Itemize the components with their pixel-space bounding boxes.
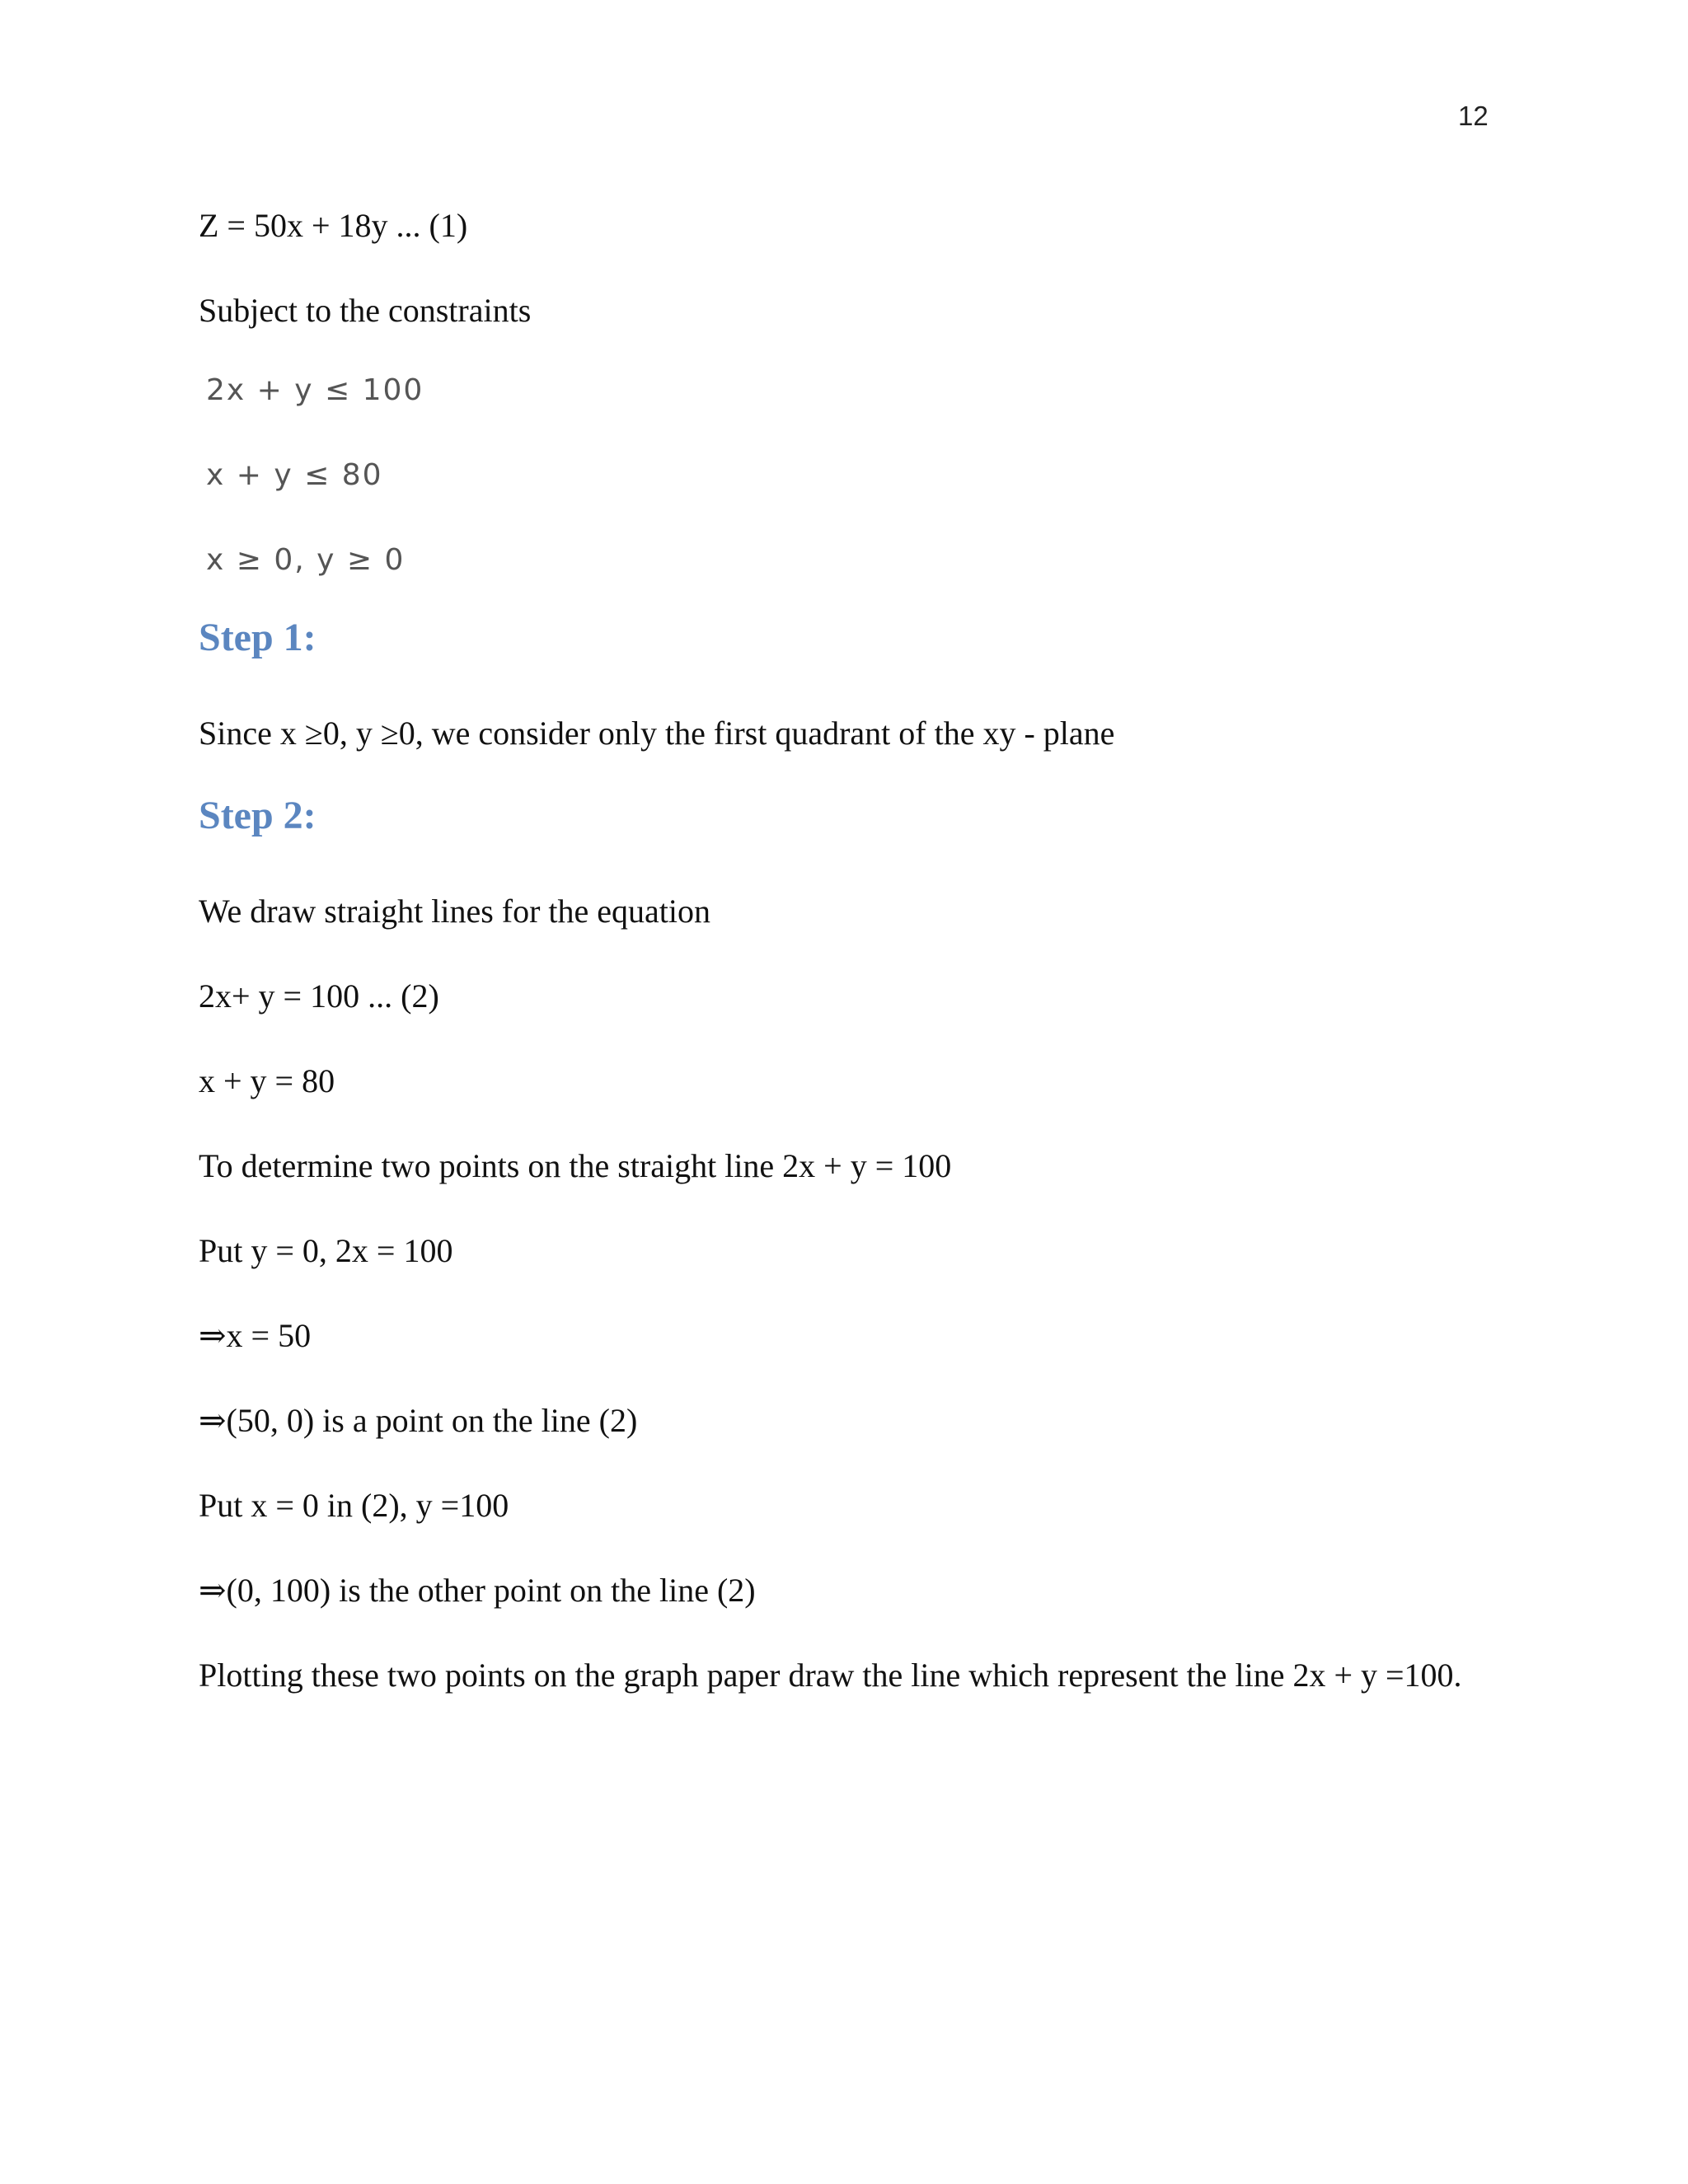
objective-function: Z = 50x + 18y ... (1) — [199, 207, 468, 244]
step-2-line-1: We draw straight lines for the equation — [199, 893, 711, 930]
equation-2: 2x+ y = 100 ... (2) — [199, 977, 439, 1015]
step-2-line-10: Plotting these two points on the graph paper draw the line which represent the line 2x + y =100. — [199, 1657, 1462, 1694]
subject-to-text: Subject to the constraints — [199, 292, 532, 329]
constraint-2: x + y ≤ 80 — [206, 458, 383, 492]
constraint-3: x ≥ 0, y ≥ 0 — [206, 543, 406, 577]
step-2-line-8: Put x = 0 in (2), y =100 — [199, 1487, 509, 1524]
constraint-1: 2x + y ≤ 100 — [206, 373, 424, 407]
equation-3: x + y = 80 — [199, 1062, 335, 1099]
step-1-heading: Step 1: — [199, 616, 316, 659]
step-2-line-6: ⇒x = 50 — [199, 1317, 312, 1354]
step-2-line-4: To determine two points on the straight line 2x + y = 100 — [199, 1147, 952, 1184]
step-1-text: Since x ≥0, y ≥0, we consider only the first quadrant of the xy - plane — [199, 715, 1115, 752]
step-2-line-7: ⇒(50, 0) is a point on the line (2) — [199, 1402, 638, 1439]
step-2-heading: Step 2: — [199, 794, 316, 837]
step-2-line-5: Put y = 0, 2x = 100 — [199, 1232, 453, 1269]
step-2-line-9: ⇒(0, 100) is the other point on the line (2) — [199, 1572, 756, 1609]
page-number: 12 — [1458, 101, 1489, 131]
